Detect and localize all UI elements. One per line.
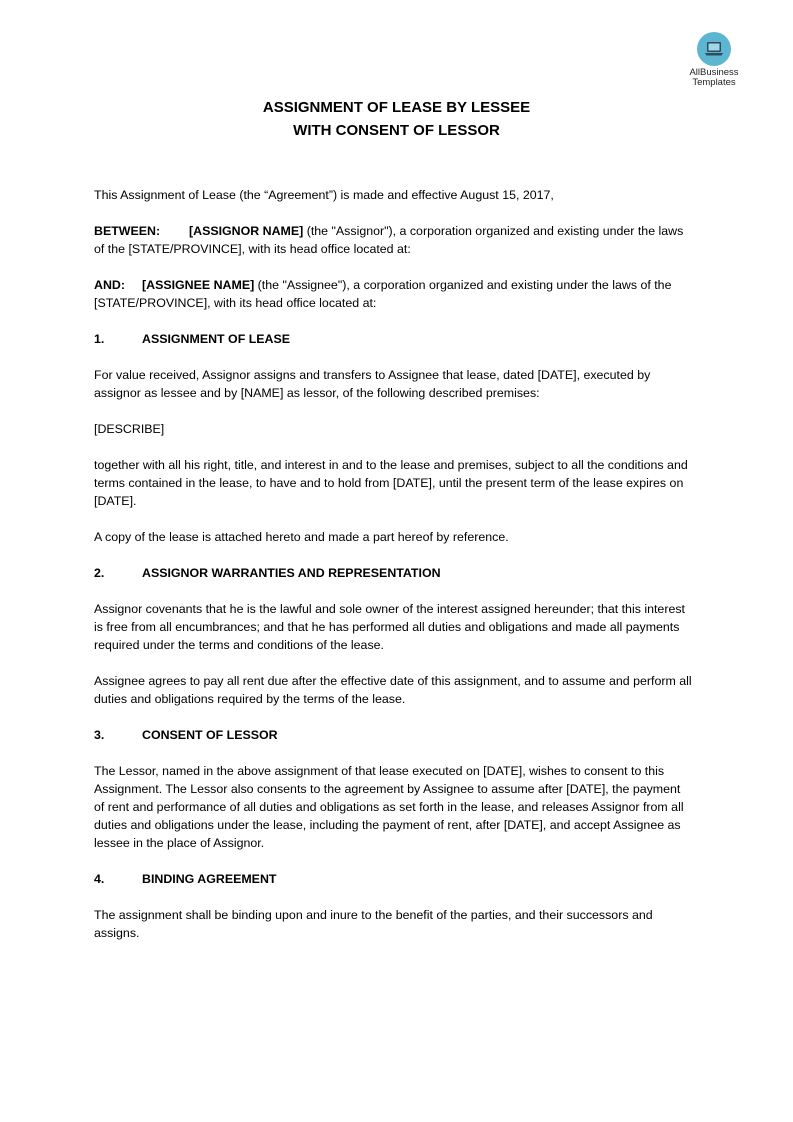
section-3-paragraph-1: The Lessor, named in the above assignment of that lease executed on [DATE], wishes to consent to this Assignment. The Lessor also consents to the agreement by Assignee to assume after [DATE], the payment of rent and performance of all duties and obligations as set forth in the lease, and releases Assignor from all duties and obligations under the lease, including the payment of rent, after [DATE], and accept Assignee as lessee in the place of Assignor.	[94, 764, 684, 850]
section-1-paragraph-1: For value received, Assignor assigns and transfers to Assignee that lease, dated [DATE], executed by assignor as lessee and by [NAME] as lessor, of the following described premises:	[94, 368, 651, 400]
title-line-1: ASSIGNMENT OF LEASE BY LESSEE	[262, 99, 531, 116]
section-1-paragraph-3: together with all his right, title, and interest in and to the lease and premises, subject to all the conditions and terms contained in the lease, to have and to hold from [DATE], until the present term of the lease expires on [DATE].	[94, 458, 688, 508]
section-heading-1: 1. ASSIGNMENT OF LEASE	[94, 332, 291, 346]
section-4-paragraph-1: The assignment shall be binding upon and inure to the benefit of the parties, and their successors and assigns.	[94, 908, 653, 940]
intro-paragraph: This Assignment of Lease (the “Agreement”) is made and effective August 15, 2017,	[94, 188, 554, 202]
and-text: (the "Assignee"), a corporation organized and existing under the laws of the [STATE/PROVINCE], with its head office located at:	[94, 278, 672, 310]
section-heading-3: 3. CONSENT OF LESSOR	[94, 728, 278, 742]
document-title	[0, 96, 793, 142]
document-body	[94, 186, 692, 960]
section-2-paragraph-1: Assignor covenants that he is the lawful and sole owner of the interest assigned hereunder; that this interest is free from all encumbrances; and that he has performed all duties and obligations and made all payments required under the terms and conditions of the lease.	[94, 602, 685, 652]
between-paragraph	[94, 222, 692, 258]
section-heading-2: 2. ASSIGNOR WARRANTIES AND REPRESENTATION	[94, 566, 441, 580]
between-label: BETWEEN:	[94, 224, 161, 238]
laptop-icon	[697, 32, 731, 66]
and-label: AND:	[94, 278, 125, 292]
between-text: (the "Assignor"), a corporation organized and existing under the laws of the [STATE/PROVINCE], with its head office located at:	[94, 224, 684, 256]
assignee-name: [ASSIGNEE NAME]	[142, 278, 255, 292]
logo-text: AllBusiness Templates	[689, 67, 739, 88]
section-2-paragraph-2: Assignee agrees to pay all rent due after the effective date of this assignment, and to assume and perform all duties and obligations required by the terms of the lease.	[94, 674, 692, 706]
section-heading-4: 4. BINDING AGREEMENT	[94, 872, 277, 886]
section-1-paragraph-4: A copy of the lease is attached hereto and made a part hereof by reference.	[94, 530, 509, 544]
title-line-2: WITH CONSENT OF LESSOR	[293, 122, 500, 139]
brand-logo	[680, 32, 748, 88]
section-1-paragraph-2: [DESCRIBE]	[94, 422, 165, 436]
assignor-name: [ASSIGNOR NAME]	[189, 224, 304, 238]
and-paragraph	[94, 276, 692, 312]
